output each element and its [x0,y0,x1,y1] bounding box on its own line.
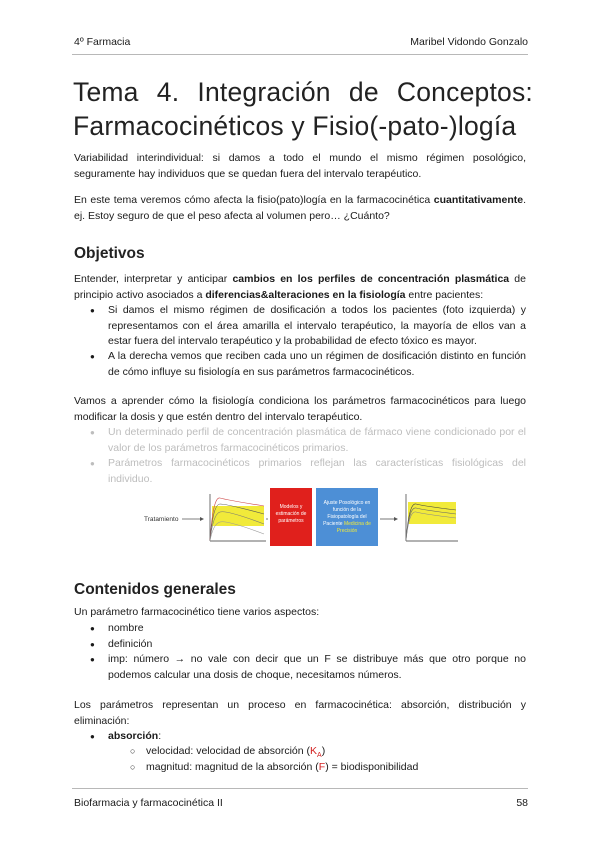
footer-divider [72,788,528,789]
page-footer [74,797,528,809]
output-arrow-head [394,517,398,521]
adjustment-box-label: Ajuste Posológico en función de la Fisiopatología del Paciente Medicina de Precisión [323,500,371,534]
grey-bullet-1: ● Un determinado perfil de concentración plasmática de fármaco viene condicionado por el valor de los parámetros farmacocinéticos primarios. [90,425,526,456]
footer-course: Biofarmacia y farmacocinética II [74,797,223,809]
objetivos-bullet-1: ● Si damos el mismo régimen de dosificación a todos los pacientes (foto izquierda) y representamos con el área amarilla el intervalo terapéutico, la mayoría de ellos van a estar fuera del intervalo terapéutico y la probabilidad de efecto tóxico es mayor. [90,303,526,350]
absorcion-velocidad: ○ velocidad: velocidad de absorción $(K_A)$ [130,744,325,764]
title-line-2: Farmacocinéticos y Fisio(-pato-)logía [73,111,517,141]
page-number: 58 [516,797,528,809]
header-author: Maribel Vidondo Gonzalo [410,36,528,48]
contenidos-bullet-2: ● definición [90,637,526,653]
model-box-label: Modelos y estimación de parámetros [275,504,307,524]
objetivos-paragraph-2: Vamos a aprender cómo la fisiología condiciona los parámetros farmacocinéticos para luego modificar la dosis y que estén dentro del intervalo terapéutico. [74,395,526,423]
pk-figure [140,486,460,556]
header-divider [72,54,528,55]
contenidos-paragraph-2: Los parámetros representan un proceso en farmacocinética: absorción, distribución y eliminación: [74,699,526,727]
left-therapeutic-window [212,506,264,526]
contenidos-bullet-3: ● imp: número → no vale con decir que un F se distribuye más que otro porque no podemos calcular una dosis de choque, necesitamos números. [90,652,526,683]
absorcion-bullet: ● absorción: [90,729,526,745]
objetivos-paragraph: Entender, interpretar y anticipar cambios en los perfiles de concentración plasmática de principio activo asociados a diferencias&alteraciones en la fisiología entre pacientes: [74,273,526,301]
figure-input-label: Tratamiento [144,516,179,523]
theme-paragraph: En este tema veremos cómo afecta la fisio(pato)logía en la farmacocinética cuantitativamente. ej. Estoy seguro de que el peso afecta al volumen pero… ¿Cuánto? [74,194,526,222]
page-header [74,36,528,48]
left-pk-chart [210,494,266,541]
header-course: 4º Farmacia [74,36,131,48]
objetivos-heading: Objetivos [74,245,145,262]
variability-paragraph: Variabilidad interindividual: si damos a todo el mundo el mismo régimen posológico, seguramente hay individuos que se quedan fuera del intervalo terapéutico. [74,152,526,180]
contenidos-heading: Contenidos generales [74,581,236,598]
title-line-1: Tema 4. Integración de Conceptos: [73,77,533,107]
input-arrow-head [200,517,204,521]
contenidos-paragraph: Un parámetro farmacocinético tiene varios aspectos: [74,606,320,618]
objetivos-bullet-2: ● A la derecha vemos que reciben cada uno un régimen de dosificación distinto en función de cómo influye su fisiología en sus parámetros farmacocinéticos. [90,349,526,380]
right-pk-chart [406,494,458,541]
figure-canvas [140,486,460,556]
contenidos-bullet-1: ● nombre [90,621,526,637]
page-title [73,75,533,143]
grey-bullet-2: ● Parámetros farmacocinéticos primarios reflejan las características fisiológicas del individuo. [90,456,526,487]
absorcion-magnitud: ○ magnitud: magnitud de la absorción (F) = biodisponibilidad [130,760,418,776]
